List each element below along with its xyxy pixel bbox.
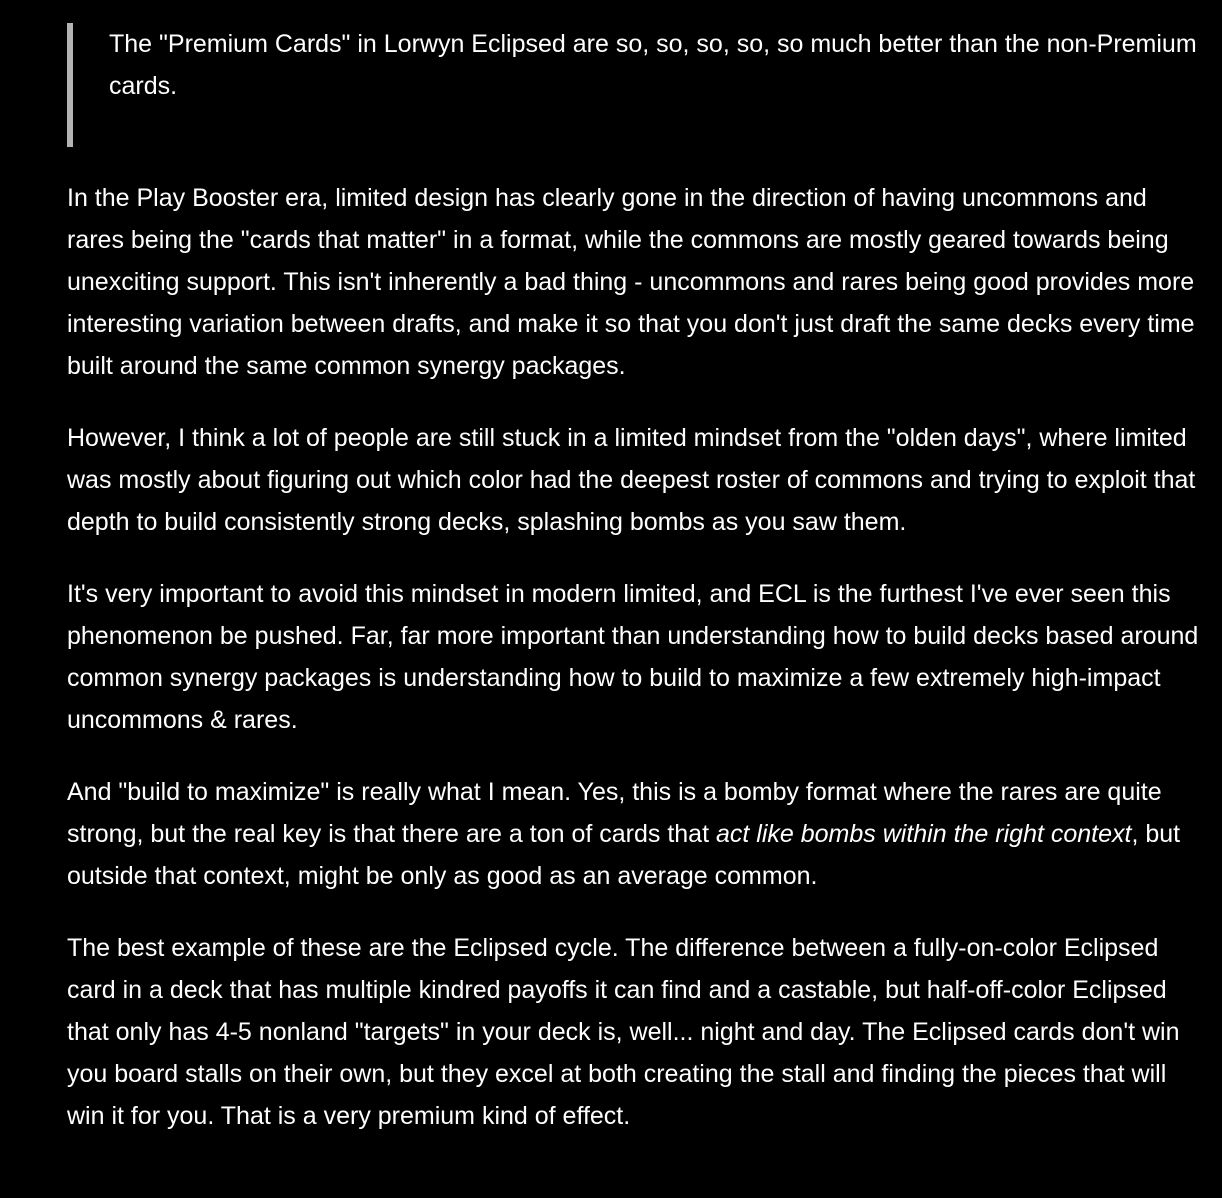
paragraph-text-before: And "build to maximize" is really what I mean. Yes, this is a bomby format where the rares are quite strong, but the real key is that there are a ton of cards that: [67, 778, 1162, 848]
block-quote: [67, 23, 1205, 147]
paragraph-modern-limited: It's very important to avoid this mindset in modern limited, and ECL is the furthest I've ever seen this phenomenon be pushed. Far, far more important than understanding how to build decks based around common synergy packages is understanding how to build to maximize a few extremely high-impact uncommons & rares.: [67, 580, 1199, 734]
paragraph-play-booster-era: In the Play Booster era, limited design has clearly gone in the direction of having uncommons and rares being the "cards that matter" in a format, while the commons are mostly geared towards being unexciting support. This isn't inherently a bad thing - uncommons and rares being good provides more interesting variation between drafts, and make it so that you don't just draft the same decks every time built around the same common synergy packages.: [67, 184, 1195, 380]
paragraph-olden-days: However, I think a lot of people are still stuck in a limited mindset from the "olden days", where limited was mostly about figuring out which color had the deepest roster of commons and trying to exploit that depth to build consistently strong decks, splashing bombs as you saw them.: [67, 424, 1196, 536]
emphasis-text: act like bombs within the right context: [715, 820, 1132, 848]
paragraph-eclipsed-cycle: The best example of these are the Eclipsed cycle. The difference between a fully-on-color Eclipsed card in a deck that has multiple kindred payoffs it can find and a castable, but half-off-color Eclipsed that only has 4-5 nonland "targets" in your deck is, well... night and day. The Eclipsed cards don't win you board stalls on their own, but they excel at both creating the stall and finding the pieces that will win it for you. That is a very premium kind of effect.: [67, 934, 1180, 1130]
paragraph-build-to-maximize: [67, 771, 1205, 897]
post-body: [67, 23, 1205, 1167]
quote-text: The "Premium Cards" in Lorwyn Eclipsed are so, so, so, so, so much better than the non-Premium cards.: [109, 30, 1197, 100]
paragraph-text-after: , but outside that context, might be only as good as an average common.: [67, 820, 1181, 890]
